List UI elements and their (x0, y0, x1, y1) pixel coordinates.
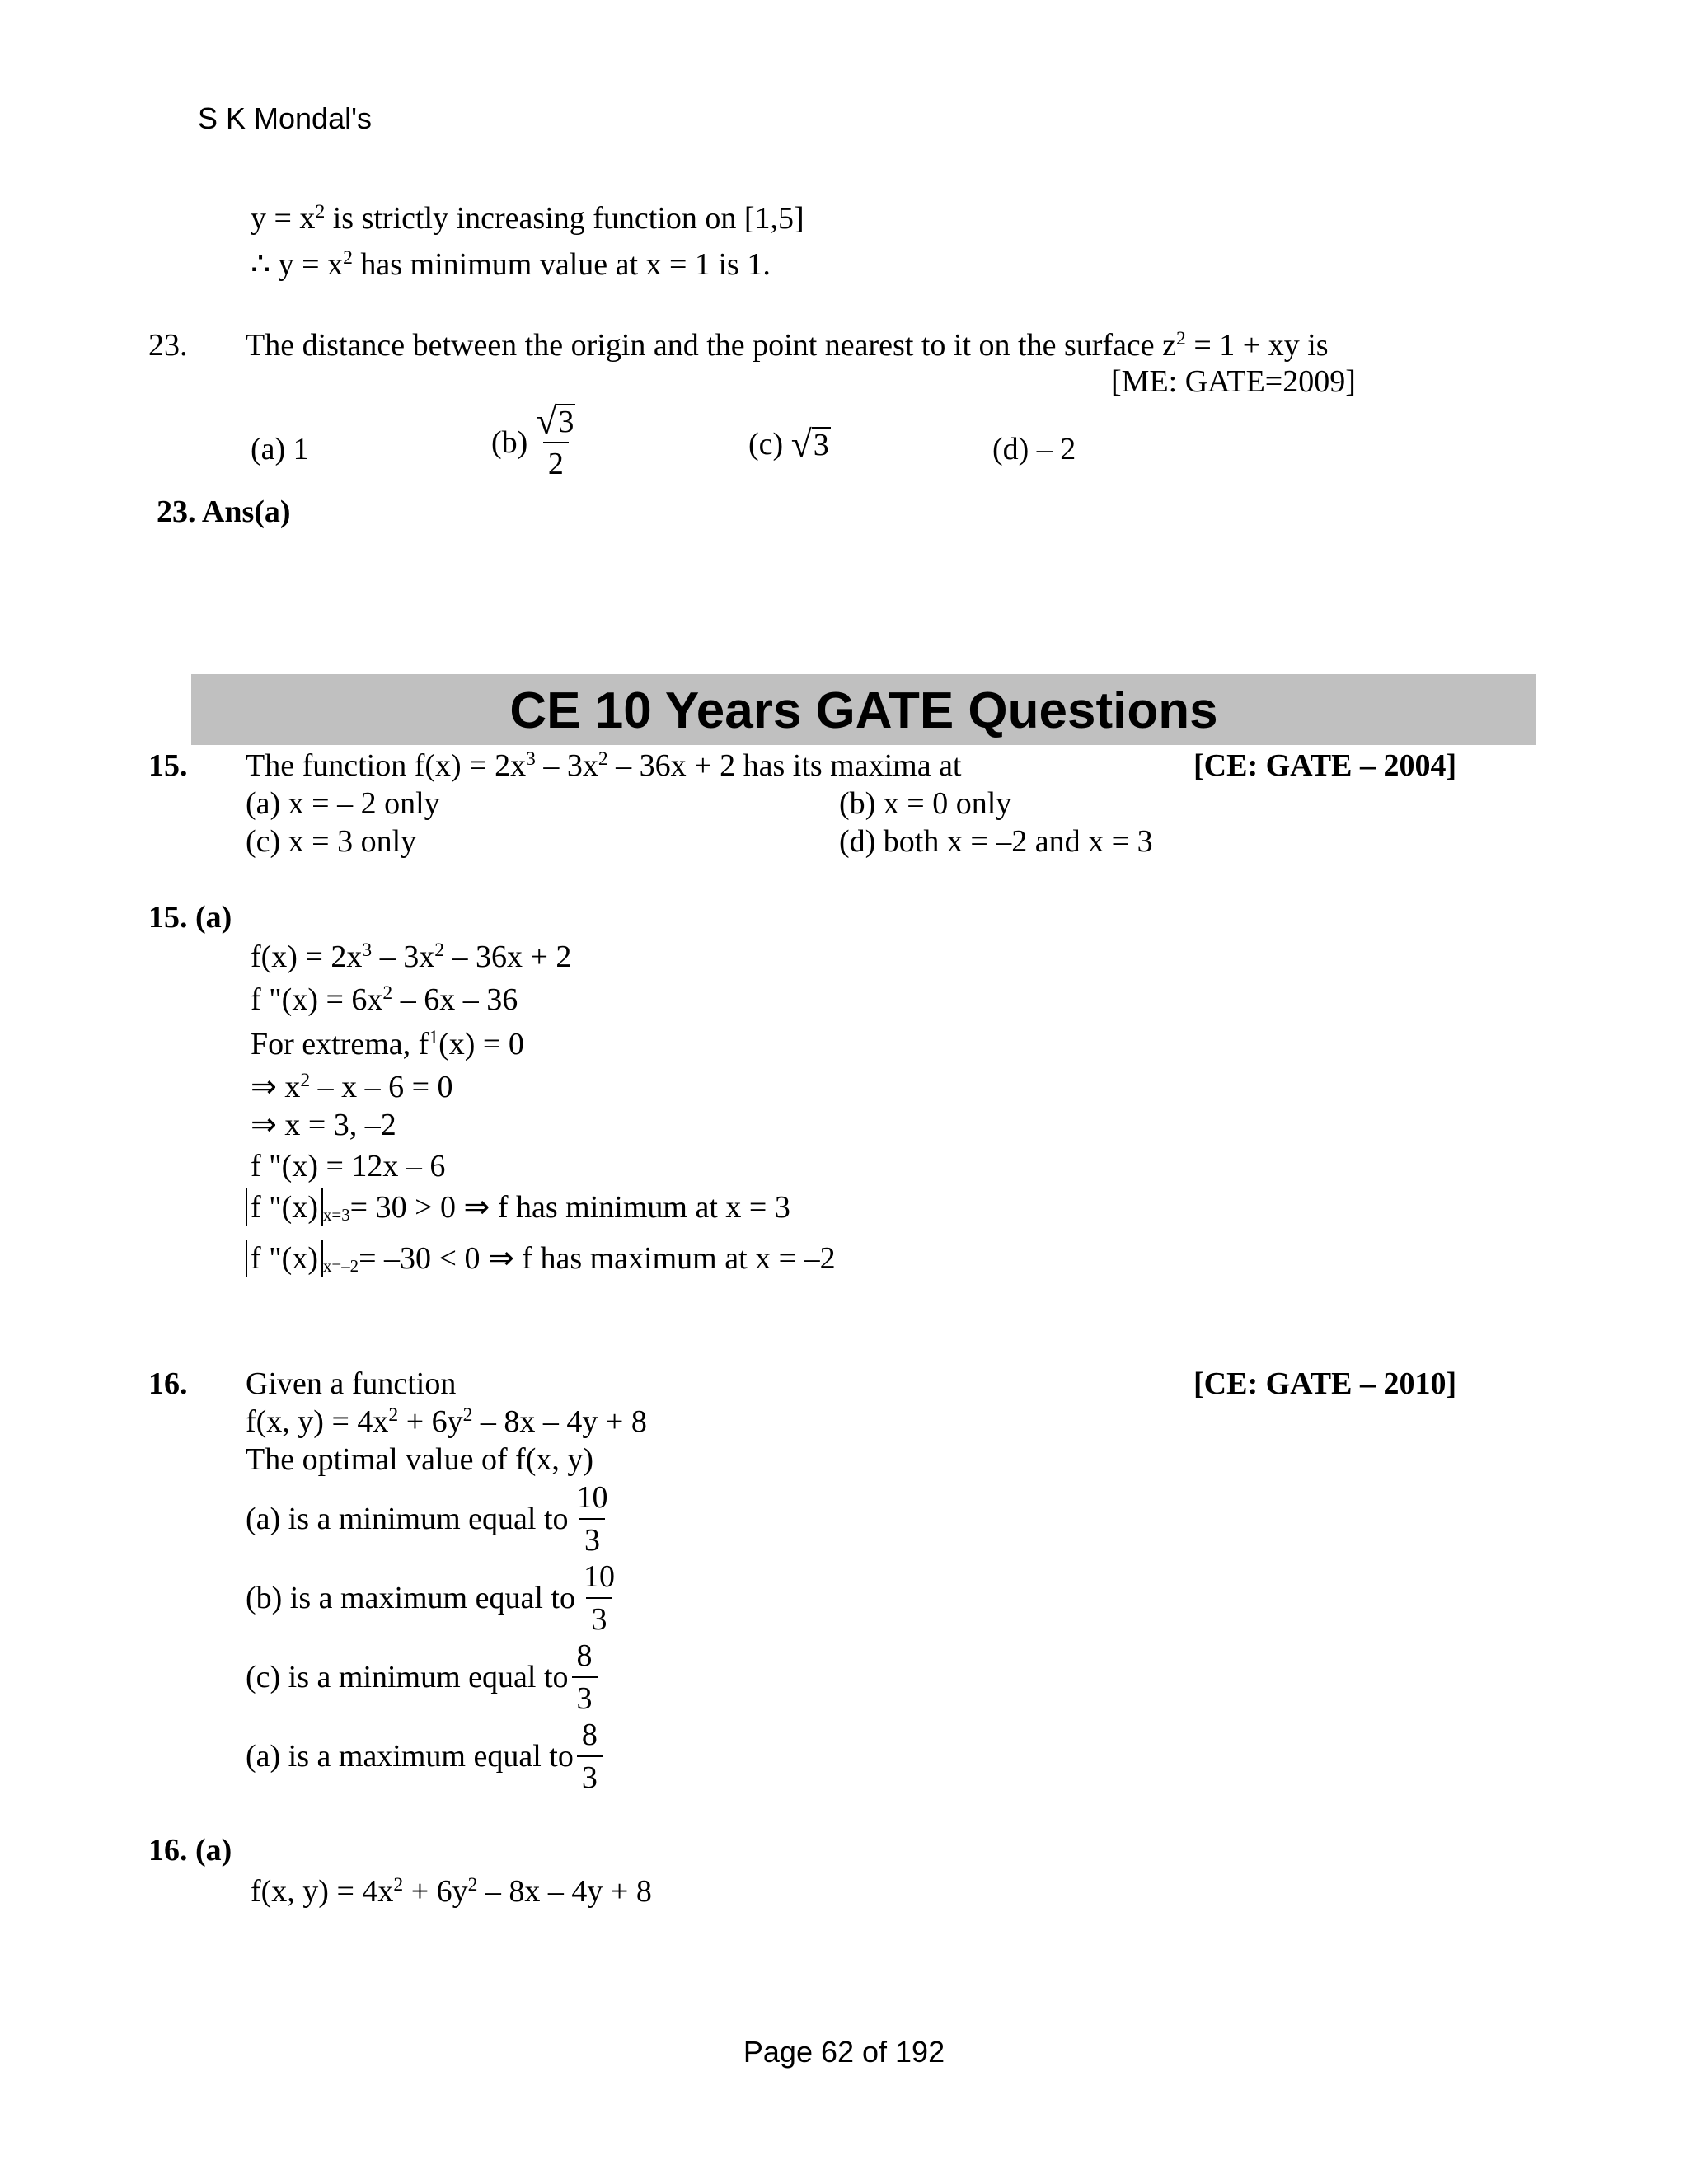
running-header: S K Mondal's (198, 101, 372, 135)
q16-source: [CE: GATE – 2010] (1193, 1366, 1457, 1401)
q15-number: 15. (148, 748, 188, 783)
page-number: Page 62 of 192 (743, 2035, 945, 2069)
q16-solution-line-1: f(x, $y) = 4x^2 + 6y^2 - 8x - 4y + 8$ (251, 1874, 652, 1909)
q16-text-1: Given a function (246, 1366, 457, 1401)
q16-option-b-fraction: $\frac{10}{3}$ (583, 1559, 615, 1637)
q15-solution-line-3: For extrema, $f^1(x) = 0$ (251, 1027, 524, 1062)
q16-text-3: The optimal value of f(x, y) (246, 1442, 594, 1477)
q16-option-c-fraction: $\frac{8}{3}$ (572, 1637, 598, 1718)
q16-answer: 16. (a) (148, 1833, 232, 1868)
q15-solution-line-8: f "(x) $_{x=-2}$ = –30 < 0 ⇒ f has maximum at x = –2 (246, 1240, 836, 1277)
q15-option-b: (b) x = 0 only (839, 786, 1012, 821)
evaluation-bar-left (246, 1188, 247, 1226)
q15-answer: 15. (a) (148, 900, 232, 935)
evaluation-bar-left (246, 1240, 247, 1277)
q16-option-d-fraction: $\frac{8}{3}$ (577, 1716, 603, 1797)
q15-source: [CE: GATE – 2004] (1193, 748, 1457, 783)
q23-answer: 23. Ans(a) (157, 494, 291, 529)
q15-solution-line-7: f "(x) $_{x=3}$ = 30 > 0 ⇒ f has minimum at x = 3 (246, 1188, 790, 1226)
q16-text-2: f(x, $y) = 4x^2 + 6y^2 - 8x - 4y + 8$ (246, 1404, 647, 1439)
q15-solution-line-1: $f(x) = 2x^3 - 3x^2 - 36x + 2$ (251, 940, 572, 974)
q23-source: [ME: GATE=2009] (1111, 364, 1356, 399)
q16-number: 16. (148, 1366, 188, 1401)
q23-text: The distance between the origin and the point nearest to it on the surface $z^2 = 1$ + xy is (246, 328, 1329, 363)
q16-option-b: (b) is a maximum equal to $\frac{10}{3}$ (246, 1558, 623, 1638)
q15-solution-line-4: ⇒ $x^2 - x - 6 = 0$ (251, 1070, 453, 1104)
q15-option-c: (c) x = 3 only (246, 824, 417, 859)
q23-number: 23. (148, 328, 188, 363)
q23-option-d: (d) – 2 (992, 432, 1076, 466)
q15-solution-line-2: f "$(x) = 6x^2 - 6x - 36$ (251, 982, 518, 1017)
q16-option-c: (c) is a minimum equal to $\frac{8}{3}$ (246, 1637, 601, 1718)
q23-option-a: (a) 1 (251, 432, 309, 466)
q16-option-a: (a) is a minimum equal to $\frac{10}{3}$ (246, 1479, 617, 1559)
q15-solution-line-6: f "(x) = 12x – 6 (251, 1149, 446, 1183)
q23-option-b: (b) √ 3 2 (491, 402, 584, 483)
q23-option-c: (c) √ 3 (748, 423, 829, 466)
q15-option-d: (d) both x = –2 and x = 3 (839, 824, 1153, 859)
prev-solution-line-2: ∴ $y = x^2$ has minimum value at x = 1 is 1. (251, 247, 771, 282)
q15-text: The function $f(x) = 2x^3 - 3x^2 - 36x + 2$ has its maxima at (246, 748, 962, 783)
q16-option-a-fraction: $\frac{10}{3}$ (576, 1480, 608, 1558)
q15-option-a: (a) x = – 2 only (246, 786, 440, 821)
q16-option-d: (a) is a maximum equal to $\frac{8}{3}$ (246, 1716, 606, 1797)
q23-option-b-fraction: √ 3 2 (536, 400, 574, 481)
section-heading: CE 10 Years GATE Questions (509, 682, 1218, 739)
q15-solution-line-5: ⇒ x = 3, –2 (251, 1108, 396, 1142)
prev-solution-line-1: $y = x^2$ is strictly increasing function on [1,5] (251, 201, 804, 236)
